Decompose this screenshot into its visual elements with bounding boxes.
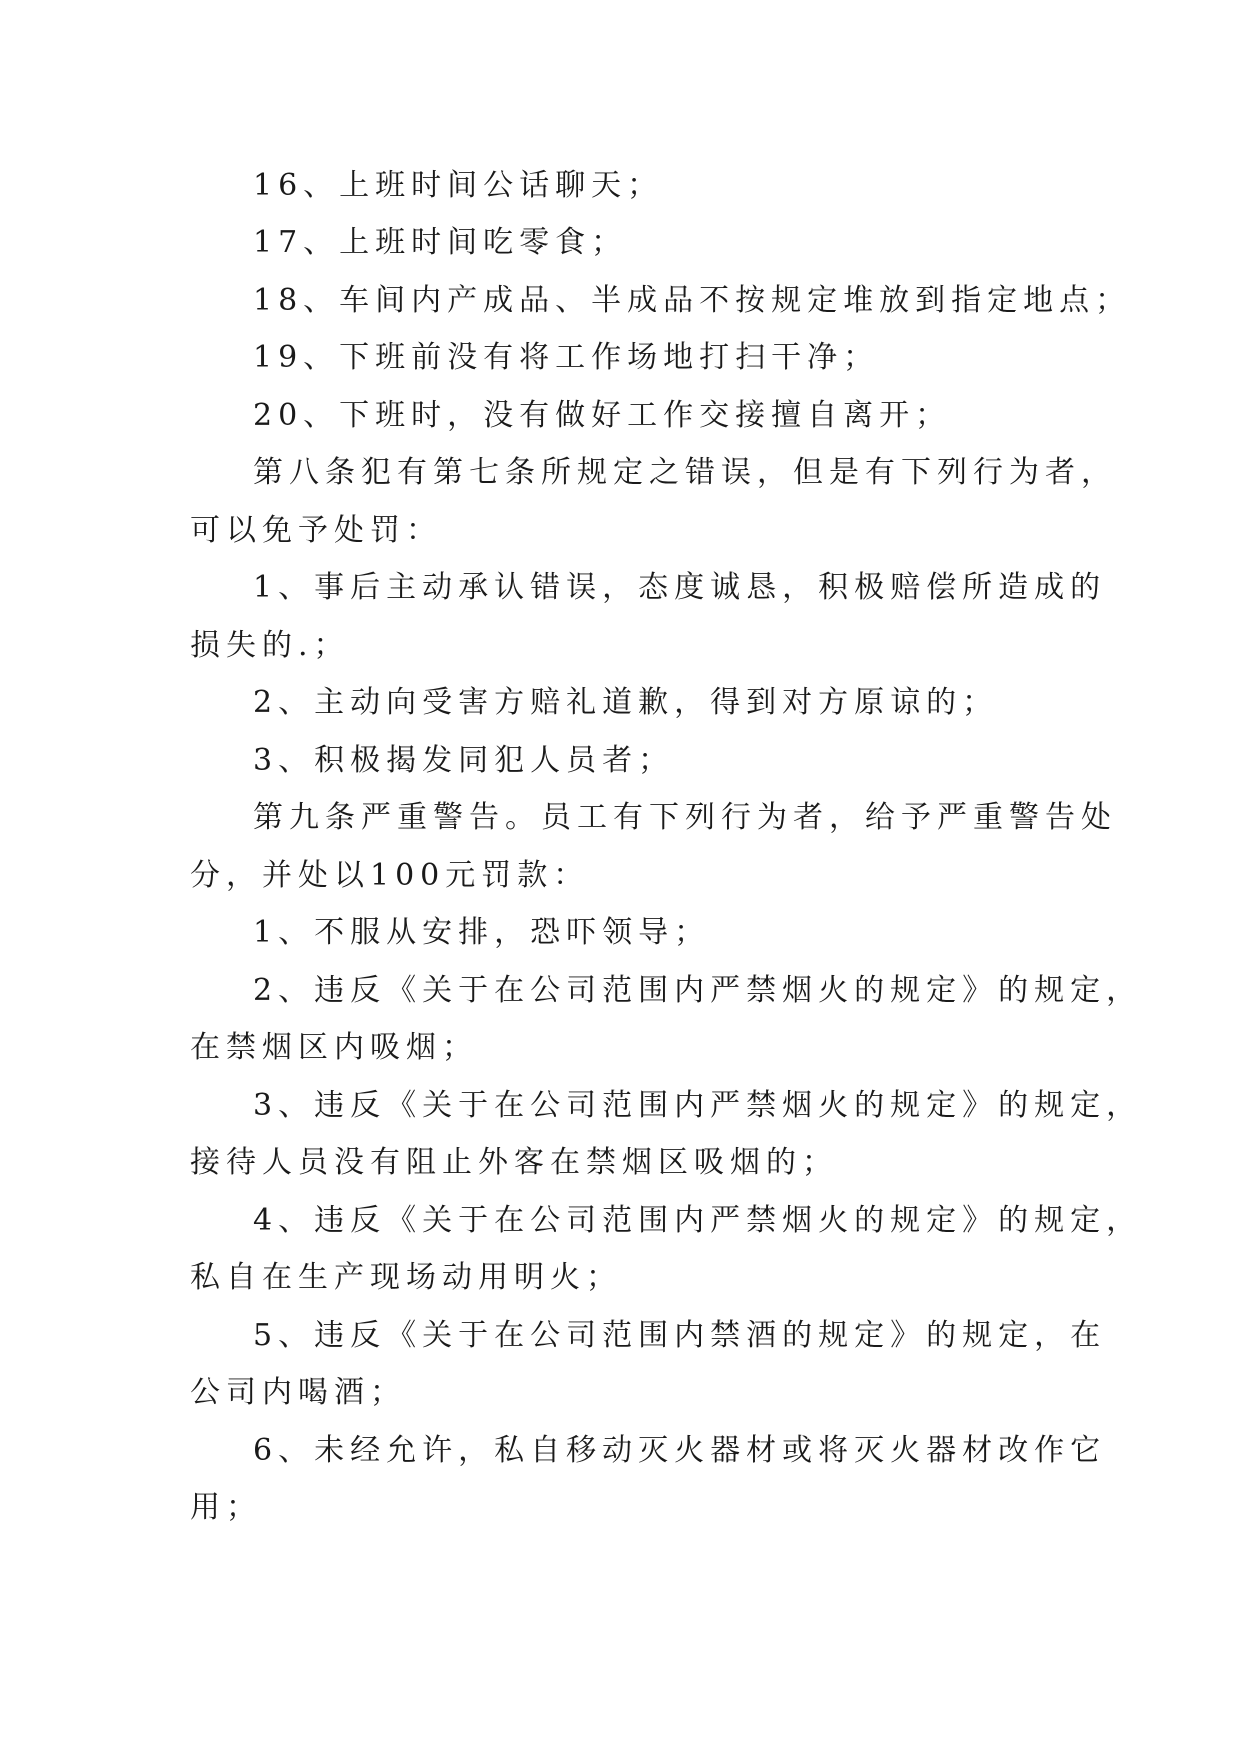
text-line: 私自在生产现场动用明火； bbox=[190, 1260, 622, 1295]
text-line: 19、下班前没有将工作场地打扫干净； bbox=[253, 340, 880, 375]
text-line: 6、未经允许，私自移动灭火器材或将灭火器材改作它 bbox=[253, 1433, 1107, 1468]
text-line: 3、积极揭发同犯人员者； bbox=[253, 743, 675, 778]
text-line: 第九条严重警告。员工有下列行为者，给予严重警告处 bbox=[253, 800, 1117, 835]
text-line: 2、违反《关于在公司范围内严禁烟火的规定》的规定， bbox=[253, 973, 1143, 1008]
text-line: 1、不服从安排，恐吓领导； bbox=[253, 915, 711, 950]
text-line: 18、车间内产成品、半成品不按规定堆放到指定地点； bbox=[253, 283, 1132, 318]
text-line: 20、下班时，没有做好工作交接擅自离开； bbox=[253, 398, 952, 433]
text-line: 在禁烟区内吸烟； bbox=[190, 1030, 478, 1065]
text-line: 损失的.； bbox=[190, 628, 350, 663]
text-line: 第八条犯有第七条所规定之错误，但是有下列行为者， bbox=[253, 455, 1117, 490]
text-line: 1、事后主动承认错误，态度诚恳，积极赔偿所造成的 bbox=[253, 570, 1107, 605]
text-line: 2、主动向受害方赔礼道歉，得到对方原谅的； bbox=[253, 685, 999, 720]
text-line: 16、上班时间公话聊天； bbox=[253, 168, 664, 203]
text-line: 接待人员没有阻止外客在禁烟区吸烟的； bbox=[190, 1145, 838, 1180]
text-line: 用； bbox=[190, 1490, 262, 1525]
text-line: 17、上班时间吃零食； bbox=[253, 225, 628, 260]
text-line: 3、违反《关于在公司范围内严禁烟火的规定》的规定， bbox=[253, 1088, 1143, 1123]
text-line: 公司内喝酒； bbox=[190, 1375, 406, 1410]
text-line: 5、违反《关于在公司范围内禁酒的规定》的规定，在 bbox=[253, 1318, 1107, 1353]
text-line: 可以免予处罚： bbox=[190, 513, 442, 548]
text-line: 4、违反《关于在公司范围内严禁烟火的规定》的规定， bbox=[253, 1203, 1143, 1238]
text-line: 分，并处以100元罚款： bbox=[190, 858, 590, 893]
